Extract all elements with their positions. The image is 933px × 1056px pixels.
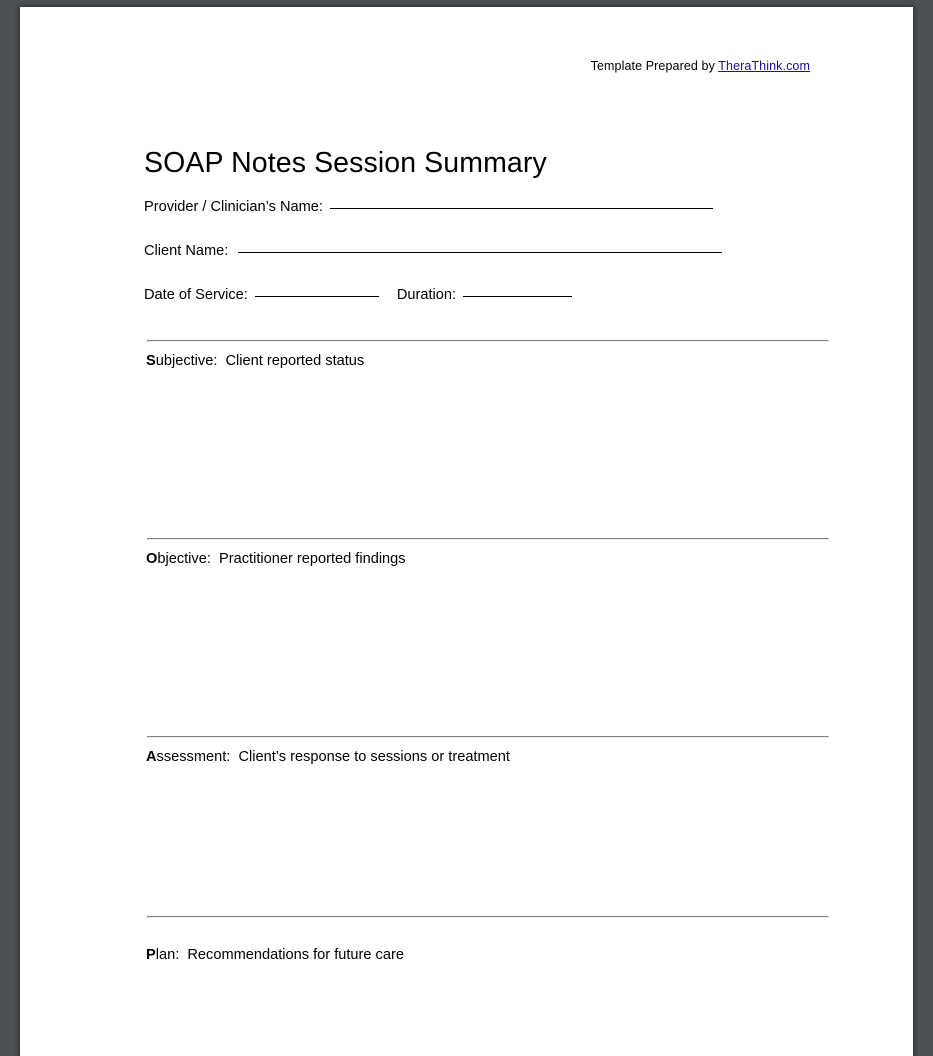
section-body-subjective[interactable] xyxy=(147,342,827,524)
section-description-subjective: Client reported status xyxy=(225,353,365,369)
section-word-objective: bjective: xyxy=(157,551,211,567)
section-description-assessment: Client’s response to sessions or treatment xyxy=(238,749,510,765)
date-of-service-input[interactable] xyxy=(255,296,379,297)
section-initial-plan: P xyxy=(146,947,156,963)
section-description-plan: Recommendations for future care xyxy=(187,947,404,963)
section-body-objective[interactable] xyxy=(147,540,827,722)
section-word-subjective: ubjective: xyxy=(155,353,218,369)
template-attribution xyxy=(591,59,810,73)
section-heading-assessment xyxy=(146,749,510,765)
section-subjective xyxy=(147,340,827,524)
page-title: SOAP Notes Session Summary xyxy=(144,147,547,179)
section-initial-assessment: A xyxy=(146,749,157,765)
field-row-provider xyxy=(144,199,713,215)
section-assessment xyxy=(147,736,827,902)
duration-label: Duration: xyxy=(396,287,457,303)
section-heading-plan xyxy=(146,947,404,963)
therathink-link[interactable]: TheraThink.com xyxy=(718,59,810,73)
section-plan xyxy=(147,916,827,1018)
duration-input[interactable] xyxy=(463,296,572,297)
section-word-assessment: ssessment: xyxy=(156,749,231,765)
document-page xyxy=(20,7,913,1056)
field-row-client xyxy=(144,243,722,259)
section-initial-objective: O xyxy=(146,551,158,567)
section-body-plan[interactable] xyxy=(147,918,827,1018)
section-heading-subjective xyxy=(146,353,364,369)
field-row-date-duration xyxy=(144,287,572,303)
provider-name-input[interactable] xyxy=(330,208,713,209)
date-of-service-label: Date of Service: xyxy=(144,287,248,303)
template-attribution-prefix: Template Prepared by xyxy=(590,59,719,73)
section-objective xyxy=(147,538,827,722)
client-name-input[interactable] xyxy=(238,252,722,253)
section-word-plan: lan: xyxy=(155,947,180,963)
section-initial-subjective: S xyxy=(146,353,156,369)
section-heading-objective xyxy=(146,551,406,567)
client-name-label: Client Name: xyxy=(144,243,229,259)
section-description-objective: Practitioner reported findings xyxy=(219,551,406,567)
provider-name-label: Provider / Clinician’s Name: xyxy=(144,199,323,215)
